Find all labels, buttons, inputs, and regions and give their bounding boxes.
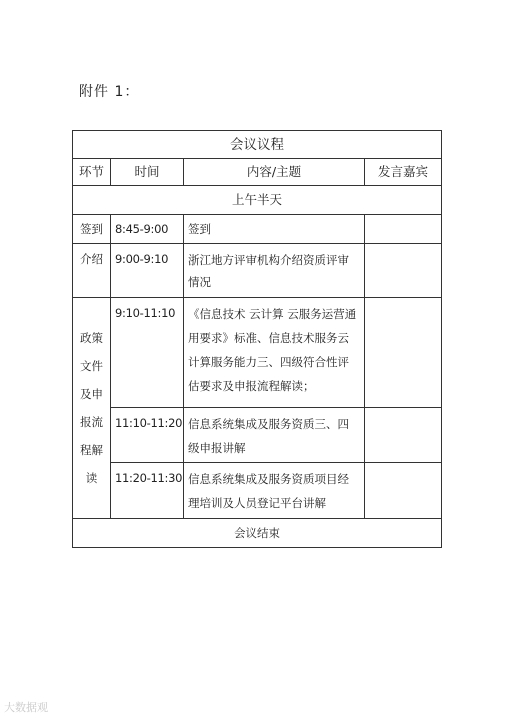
- speaker-cell: [365, 463, 442, 519]
- attachment-label: 附件 1：: [79, 84, 140, 100]
- time-cell: 11:20-11:30: [111, 463, 184, 519]
- section-morning: 上午半天: [73, 186, 442, 215]
- speaker-cell: [365, 244, 442, 298]
- table-row: [73, 463, 442, 519]
- header-content: 内容/主题: [184, 159, 365, 186]
- watermark: 大数据观: [4, 701, 48, 714]
- content-cell: 信息系统集成及服务资质三、四级申报讲解: [184, 408, 365, 463]
- content-cell: 浙江地方评审机构介绍资质评审情况: [184, 244, 365, 298]
- header-row: [73, 159, 442, 186]
- section-row: [73, 186, 442, 215]
- header-session: 环节: [73, 159, 111, 186]
- policy-session-cell: 政策文件及申报流程解读: [73, 298, 111, 519]
- table-title: 会议议程: [73, 131, 442, 159]
- time-cell: 8:45-9:00: [111, 215, 184, 244]
- time-cell: 9:00-9:10: [111, 244, 184, 298]
- content-cell: 信息系统集成及服务资质项目经理培训及人员登记平台讲解: [184, 463, 365, 519]
- agenda-table: [72, 130, 442, 548]
- table-row: [73, 244, 442, 298]
- speaker-cell: [365, 215, 442, 244]
- table-row: [73, 298, 442, 408]
- speaker-cell: [365, 298, 442, 408]
- content-cell: 《信息技术 云计算 云服务运营通用要求》标准、信息技术服务云计算服务能力三、四级符合性评估要求及申报流程解读；: [184, 298, 365, 408]
- end-row: [73, 519, 442, 548]
- table-row: [73, 215, 442, 244]
- meeting-end: 会议结束: [73, 519, 442, 548]
- table-row: [73, 408, 442, 463]
- table-title-row: [73, 131, 442, 159]
- time-cell: 11:10-11:20: [111, 408, 184, 463]
- speaker-cell: [365, 408, 442, 463]
- time-cell: 9:10-11:10: [111, 298, 184, 408]
- header-time: 时间: [111, 159, 184, 186]
- session-cell: 介绍: [73, 244, 111, 298]
- content-cell: 签到: [184, 215, 365, 244]
- header-speaker: 发言嘉宾: [365, 159, 442, 186]
- session-cell: 签到: [73, 215, 111, 244]
